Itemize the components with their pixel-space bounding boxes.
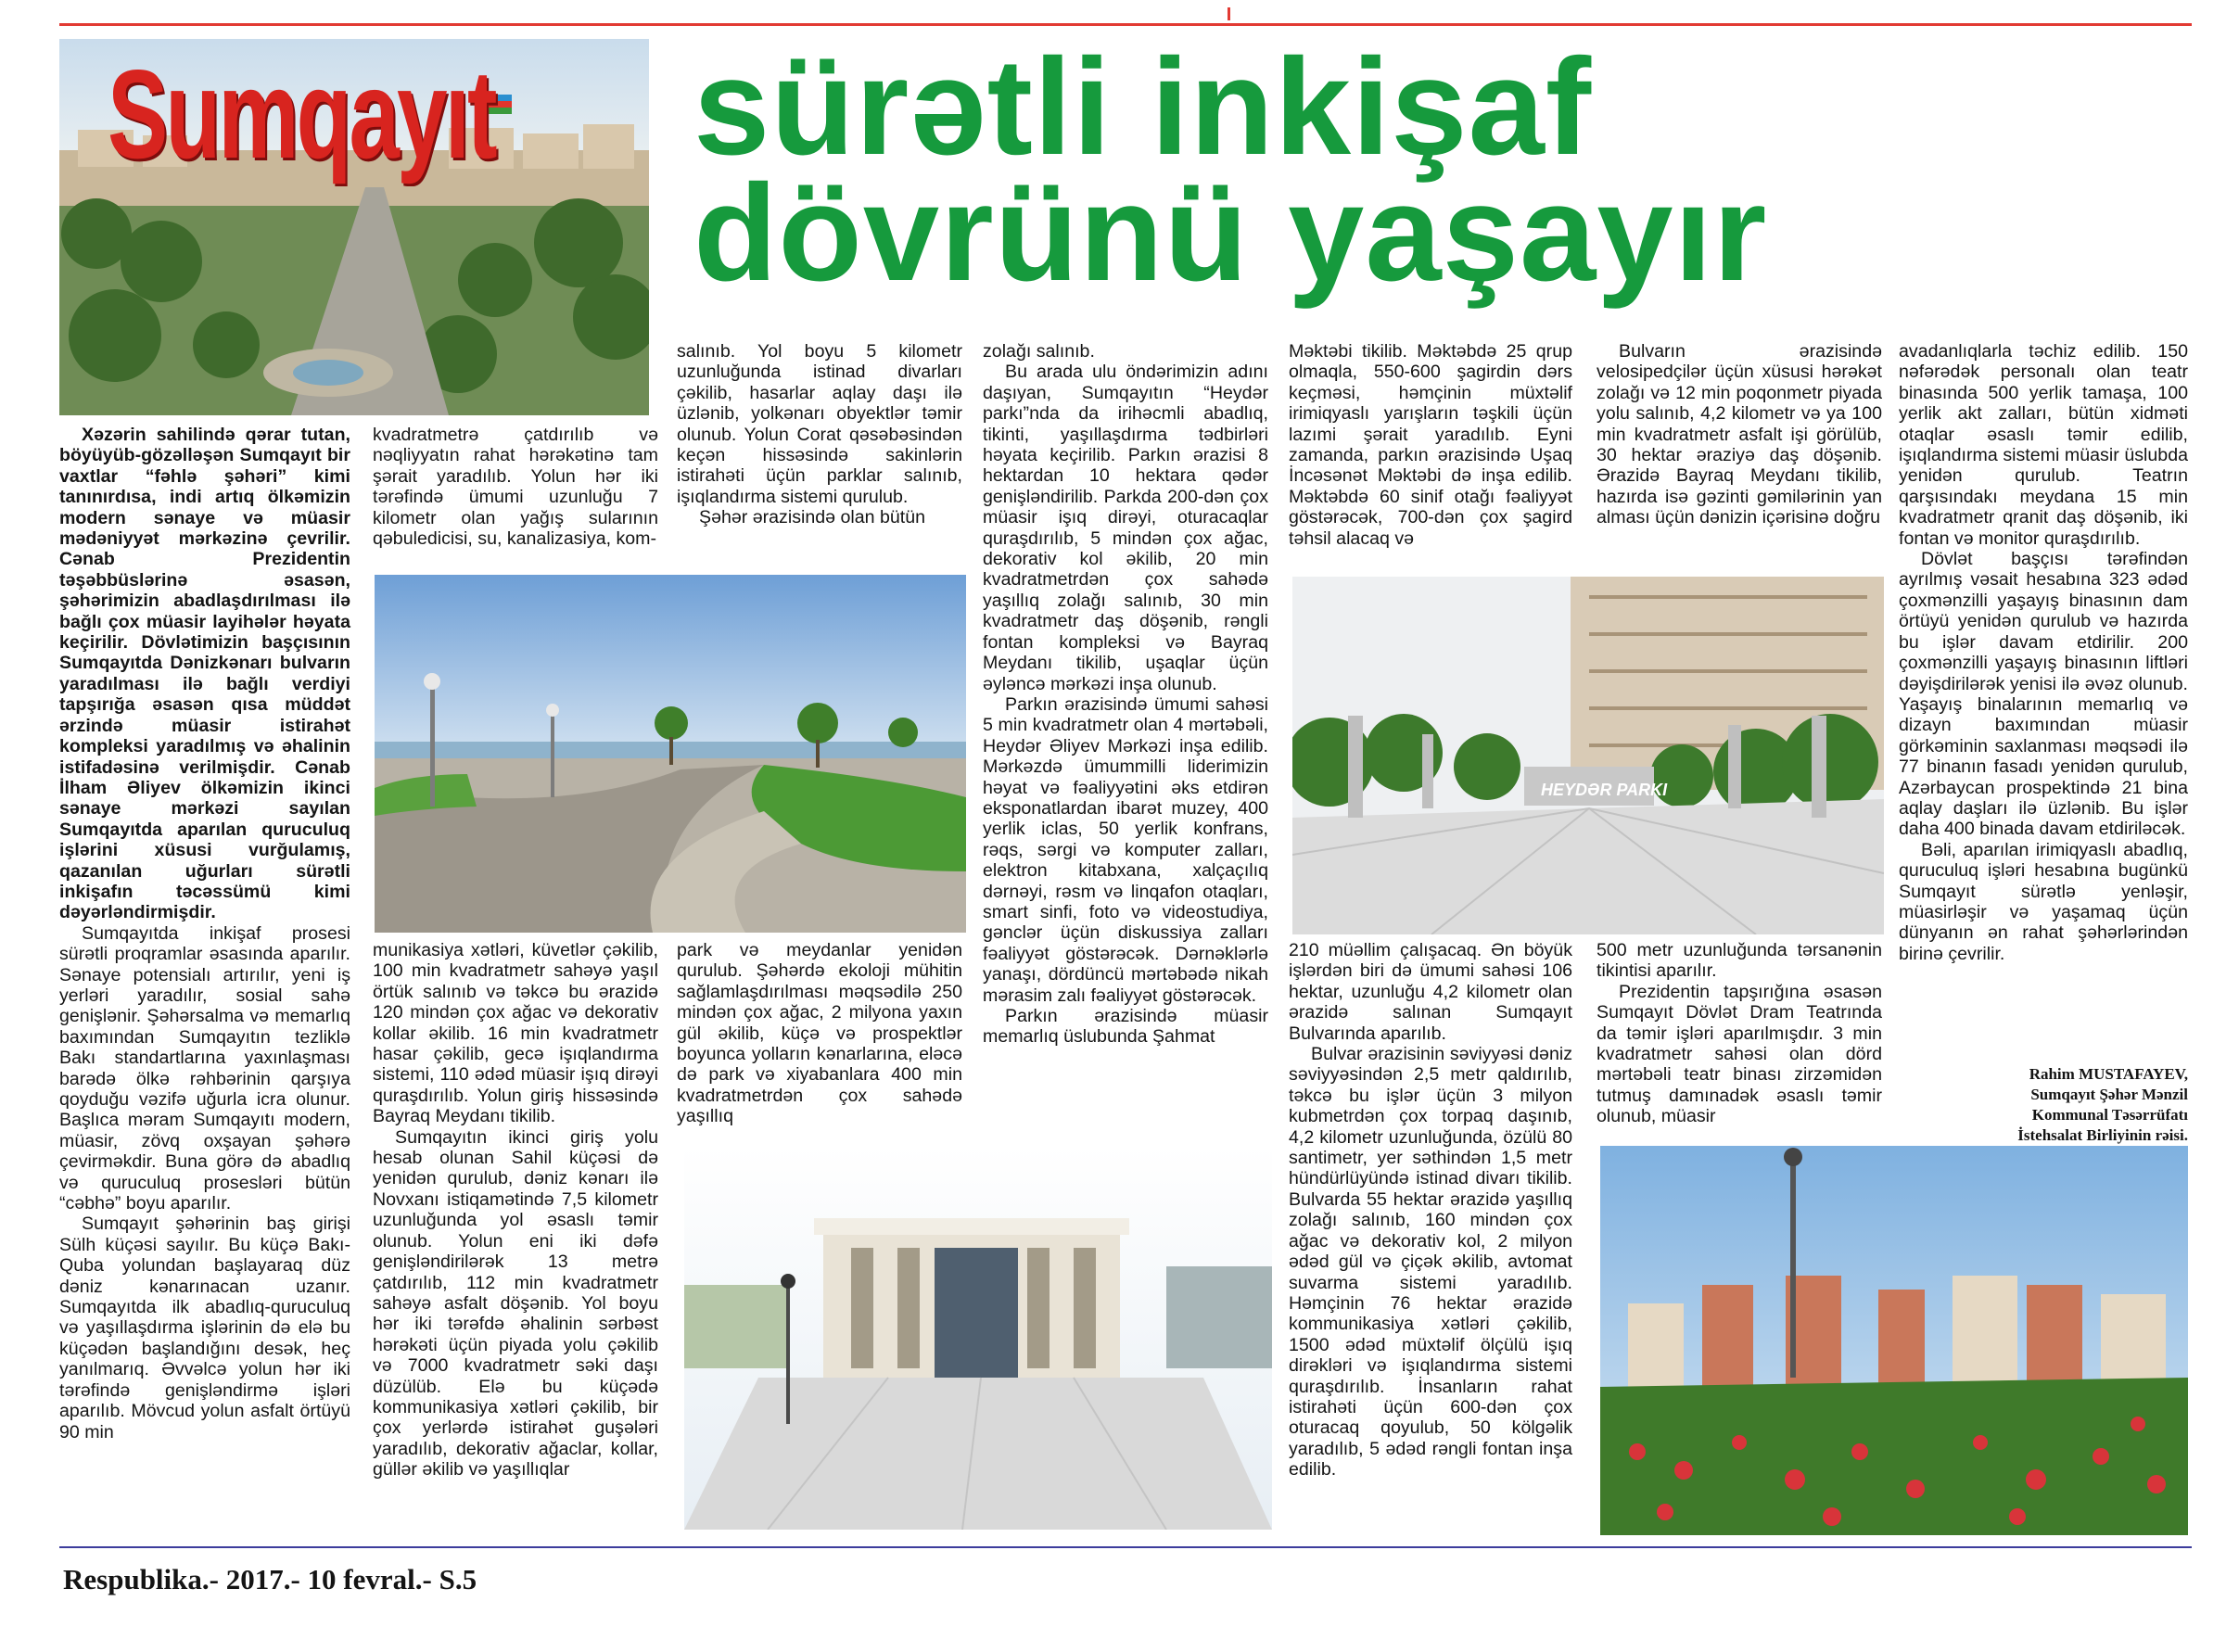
article-column-6-bottom bbox=[1597, 940, 1882, 1127]
article-column-5-top bbox=[1289, 341, 1572, 549]
headline bbox=[693, 31, 2186, 310]
paragraph: Sumqayıtın ikinci giriş yolu hesab olunan Sahil küçəsi də yenidən qurulub, dəniz kənarı ilə Novxanı istiqamətində 7,5 kilometr uzunluğunda yol əsaslı təmir olunub. Yolun eni iki dəfə genişləndirilərək 13 metrə çatdırılıb, 112 min kvadratmetr sahəyə asfalt döşənib. Yol boyu hər iki tərəfdə əhalinin sərbəst hərəkəti üçün piyada yolu çəkilib və 7000 kvadratmetr səki daşı düzülüb. Elə bu küçədə kommunikasiya xətləri çəkilib, bir çox yerlərdə istirahət guşələri yaradılıb, dekorativ ağaclar, kollar, güllər əkilib və yaşıllıqlar bbox=[373, 1126, 658, 1480]
paragraph: Bulvarın ərazisində velosipedçilər üçün xüsusi hərəkət zolağı və 12 min poqonmetr piyada yolu salınıb, 4,2 kilometr və ya 100 min kvadratmetr asfalt işi görülüb, 30 hektar əraziyə daş döşənib. Ərazidə Bayraq Meydanı tikilib, hazırda isə gəzinti gəmilərinin yan alması üçün dənizin içərisinə doğru bbox=[1597, 341, 1882, 528]
lead-paragraph: Xəzərin sahilində qərar tutan, böyüyüb-gözəlləşən Sumqayıt bir vaxtlar “fəhlə şəhəri” kimi tanınırdısa, indi artıq ölkəmizin modern sənaye və müasir mədəniyyət mərkəzinə çevrilir. Cənab Prezidentin təşəbbüslərinə əsasən, şəhərimizin abadlaşdırılması ilə bağlı çox müasir layihələr həyata keçirilir. Dövlətimizin başçısının Sumqayıtda Dənizkənarı bulvarın yaradılması ilə bağlı verdiyi tapşırığa əsasən qısa müddət ərzində müasir istirahət kompleksi yaradılmış və əhalinin istifadəsinə verilmişdir. Cənab İlham Əliyev ölkəmizin ikinci sənaye mərkəzi sayılan Sumqayıtda aparılan quruculuq işlərini xüsusi vurğulamış, qazanılan uğurları sürətli inkişafın təcəssümü kimi dəyərləndirmişdir. bbox=[59, 425, 350, 923]
article-column-1 bbox=[59, 425, 350, 1442]
bottom-blue-rule bbox=[59, 1546, 2192, 1548]
paragraph: Prezidentin tapşırığına əsasən Sumqayıt Dövlət Dram Teatrında da təmir işləri aparılmışdır. 3 min kvadratmetr sahəsi olan dörd mərtəbəli teatr binası zirzəmidən tutmuş damınadək əsaslı təmir olunub, müasir bbox=[1597, 981, 1882, 1127]
paragraph: Bu arada ulu öndərimizin adını daşıyan, Sumqayıtın “Heydər parkı”nda da irihəcmli abadlıq, tikinti, yaşıllaşdırma tədbirləri həyata keçirilib. Parkın ərazisi 8 hektardan 10 hektara qədər genişləndirilib. Parkda 200-dən çox müasir işıq dirəyi, oturacaqlar quraşdırılıb, 5 mindən çox ağac, dekorativ kol əkilib, 20 min kvadratmetrdən çox sahədə yaşıllıq zolağı salınıb, 30 min kvadratmetr daş döşənib, rəngli fontan kompleksi və Bayraq Meydanı tikilib, uşaqlar üçün əyləncə mərkəzi inşa olunub. bbox=[983, 362, 1268, 694]
paragraph: park və meydanlar yenidən qurulub. Şəhərdə ekoloji mühitin sağlamlaşdırılması məqsədilə 250 mindən çox ağac, 2 milyona yaxın gül əkilib, küçə və prospektlər boyunca yolların kənarlarına, eləcə də park və xiyabanlara 400 min kvadratmetrdən çox sahədə yaşıllıq bbox=[677, 940, 962, 1127]
top-rule-marker bbox=[1228, 7, 1230, 20]
top-red-rule bbox=[59, 23, 2192, 26]
article-column-5-bottom bbox=[1289, 940, 1572, 1480]
drama-theatre-photo bbox=[684, 1146, 1272, 1530]
article-column-2-top bbox=[373, 425, 658, 549]
paragraph: zolağı salınıb. bbox=[983, 341, 1095, 362]
article-column-6-top bbox=[1597, 341, 1882, 528]
author-name: Rahim MUSTAFAYEV, bbox=[2029, 1065, 2188, 1083]
paragraph: Sumqayıtda inkişaf prosesi sürətli proqramlar əsasında aparılır. Sənaye potensialı artırılır, yeni iş yerləri yaradılır, sosial sahə genişlənir. Şəhərsalma və memarlıq baxımından Sumqayıtın tezliklə Bakı standartlarına yaxınlaşması barədə ölkə rəhbərinin qarşıya qoyduğu vəzifə uğurla icra olunur. Başlıca məram Sumqayıtı modern, müasir, zövq oxşayan şəhərə çevirməkdir. Buna görə də abadlıq və quruculuq prosesləri bütün “cəbhə” boyu aparılır. bbox=[59, 922, 350, 1214]
paragraph: Dövlət başçısı tərəfindən ayrılmış vəsait hesabına 323 ədəd çoxmənzilli yaşayış binasının dam örtüyü yenidən qurulub və hazırda bu işlər davam etdirilir. 200 çoxmənzilli yaşayış binasının liftləri dəyişdirilərək yenisi ilə əvəz olunub. Yaşayış binalarının memarlıq və dizayn baxımından müasir görkəminin saxlanması məqsədi ilə 77 binanın fasadı yenidən qurulub, Azərbaycan prospektində 21 bina aqlay daşları ilə üzlənib. Bu işlər daha 400 binada davam etdiriləcək. bbox=[1899, 549, 2188, 840]
headline-line-1: sürətli inkişaf bbox=[693, 31, 1593, 184]
article-column-4 bbox=[983, 341, 1268, 1048]
paragraph: kvadratmetrə çatdırılıb və nəqliyyatın rahat hərəkətinə tam şərait yaradılıb. Yolun hər iki tərəfində ümumi uzunluğu 7 kilometr olan yağış sularının qəbuledicisi, su, kanalizasiya, kom- bbox=[373, 425, 658, 550]
paragraph: 500 metr uzunluğunda tərsanənin tikintisi aparılır. bbox=[1597, 940, 1882, 982]
paragraph: munikasiya xətləri, küvetlər çəkilib, 100 min kvadratmetr sahəyə yaşıl örtük salınıb və təkcə bu ərazidə 120 mindən çox ağac və dekorativ kollar əkilib. 16 min kvadratmetr hasar çəkilib, gecə işıqlandırma sistemi, 110 ədəd müasir işıq dirəyi quraşdırılıb. Yolun giriş hissəsində Bayraq Meydanı tikilib. bbox=[373, 940, 658, 1127]
article-column-3-top bbox=[677, 341, 962, 528]
article-column-7 bbox=[1899, 341, 2188, 964]
paragraph: Bəli, aparılan irimiqyaslı abadlıq, quruculuq işləri hesabına bugünkü Sumqayıt sürətlə yenləşir, müasirləşir və yaşamaq üçün dünyanın ən rahat şəhərlərindən birinə çevrilir. bbox=[1899, 839, 2188, 964]
author-title-line: Kommunal Təsərrüfatı bbox=[2031, 1106, 2188, 1124]
author-title-line: Sumqayıt Şəhər Mənzil bbox=[2030, 1086, 2188, 1103]
paragraph: Parkın ərazisində müasir memarlıq üslubunda Şahmat bbox=[983, 1006, 1268, 1048]
residential-blocks-photo bbox=[1600, 1146, 2188, 1535]
paragraph: avadanlıqlarla təchiz edilib. 150 nəfərədək personalı olan teatr binasında 500 yerlik tamaşa, 100 yerlik akt zalları, bütün xidməti otaqlar əsaslı təmir edilib, işıqlandırma sistemi müasir üslubda yenidən qurulub. Teatrın qarşısındakı meydana 15 min kvadratmetr qranit daş döşənib, iki fontan və monitor quraşdırılıb. bbox=[1899, 341, 2188, 549]
city-name-title: Sumqayıt bbox=[108, 44, 495, 184]
article-column-2-bottom bbox=[373, 940, 658, 1480]
paragraph: Sumqayıt şəhərinin baş girişi Sülh küçəsi sayılır. Bu küçə Bakı-Quba yolundan başlayaraq düz dəniz kənarınacan uzanır. Sumqayıtda ilk abadlıq-quruculuq və yaşıllaşdırma işlərinin də elə bu küçədən başlandığını desək, heç yanılmarıq. Əvvəlcə yolun hər iki tərəfində genişləndirmə işləri aparılıb. Mövcud yolun asfalt örtüyü 90 min bbox=[59, 1214, 350, 1442]
paragraph: salınıb. Yol boyu 5 kilometr uzunluğunda istinad divarları çəkilib, hasarlar aqlay daşı ilə üzlənib, yolkənarı obyektlər təmir olunub. Yolun Corat qəsəbəsindən keçən hissəsində sakinlərin istirahəti üçün parklar salınıb, işıqlandırma sistemi qurulub. bbox=[677, 341, 962, 507]
seaside-boulevard-photo bbox=[375, 575, 966, 933]
article-column-3-bottom bbox=[677, 940, 962, 1127]
source-citation: Respublika.- 2017.- 10 fevral.- S.5 bbox=[63, 1563, 477, 1595]
author-title-line: İstehsalat Birliyinin rəisi. bbox=[2017, 1126, 2188, 1144]
paragraph: Bulvar ərazisinin səviyyəsi dəniz səviyyəsindən 2,5 metr qaldırılıb, təkcə bu işlər üçün 3 milyon kubmetrdən çox torpaq daşınıb, 4,2 kilometr uzunluğunda, özülü 80 santimetr, yer səthindən 1,5 metr hündürlüyündə istinad divarı tikilib. Bulvarda 55 hektar ərazidə yaşıllıq zolağı salınıb, 160 mindən çox ağac və dekorativ kol, 2 milyon ədəd gül və çiçək əkilib, avtomat suvarma sistemi yaradılıb. Həmçinin 76 hektar ərazidə kommunikasiya xətləri çəkilib, 1500 ədəd müxtəlif ölçülü işıq dirəkləri və işıqlandırma sistemi quraşdırılıb. İnsanların rahat istirahəti üçün 600-dən çox oturacaq qoyulub, 50 kölgəlik yaradılıb, 5 ədəd rəngli fontan inşa edilib. bbox=[1289, 1044, 1572, 1480]
headline-line-2: dövrünü yaşayır bbox=[693, 157, 1768, 310]
author-signature bbox=[1947, 1064, 2188, 1146]
paragraph: Şəhər ərazisində olan bütün bbox=[699, 507, 926, 528]
park-sign-text: HEYDƏR PARKI bbox=[1541, 781, 1668, 799]
paragraph: Parkın ərazisində ümumi sahəsi 5 min kvadratmetr olan 4 mərtəbəli, Heydər Əliyev Mərkəzi inşa edilib. Mərkəzdə ümummilli liderimizin həyat və fəaliyyətini əks etdirən eksponatlardan ibarət muzey, 400 yerlik iclas, 50 yerlik konfrans, rəqs, sərgi və komputer zalları, elektron kitabxana, xalçaçılıq dərnəyi, rəsm və linqafon otaqları, smart sinfi, foto və videostudiya, gənclər üçün diskussiya zalları fəaliyyət göstərəcək. Dərnəklərlə yanaşı, dördüncü mərtəbədə nikah mərasim zalı fəaliyyət göstərəcək. bbox=[983, 693, 1268, 1006]
heydar-park-photo bbox=[1292, 577, 1884, 934]
paragraph: Məktəbi tikilib. Məktəbdə 25 qrup olmaqla, 550-600 şagirdin dərs keçməsi, həmçinin müxtəlif irimiqyaslı yarışların təşkili üçün lazımi şərait yaradılıb. Eyni zamanda, parkın ərazisində Uşaq İncəsənət Məktəbi də inşa edilib. Məktəbdə 60 sinif otağı fəaliyyət göstərəcək, 700-dən çox şagird təhsil alacaq və bbox=[1289, 341, 1572, 549]
paragraph: 210 müəllim çalışacaq. Ən böyük işlərdən biri də ümumi sahəsi 106 hektar, uzunluğu 4,2 kilometr olan ərazidə salınan Sumqayıt Bulvarında aparılıb. bbox=[1289, 940, 1572, 1044]
